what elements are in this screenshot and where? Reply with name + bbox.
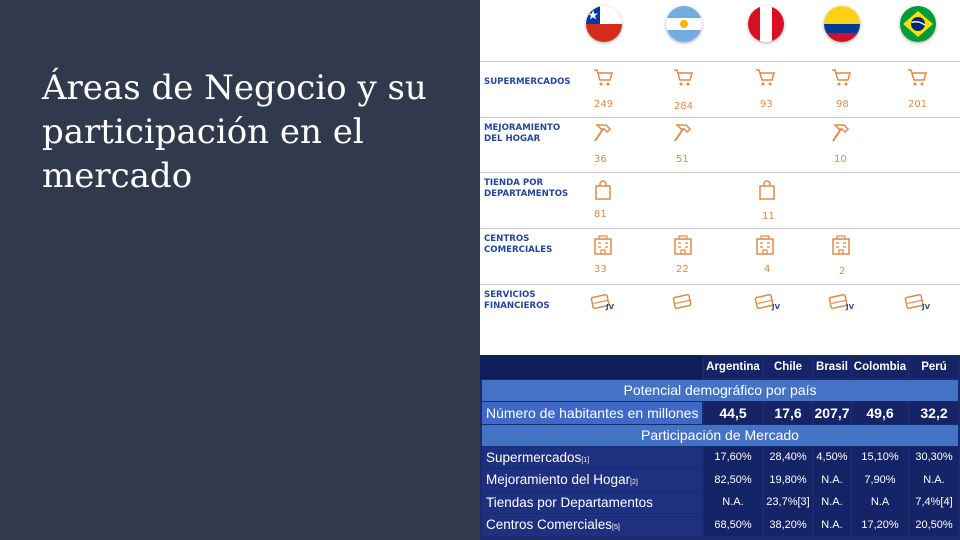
argentina-flag-icon (666, 6, 702, 42)
share-label-departamentos (482, 492, 702, 513)
header-chile: Chile (764, 356, 812, 378)
jv-peru: JV (772, 303, 781, 311)
supermercados-argentina-value: 284 (674, 101, 694, 112)
section-market-share: Participación de Mercado (482, 425, 958, 446)
population-chile: 17,6 (764, 402, 812, 424)
brazil-flag-icon (900, 6, 936, 42)
share-value: 30,30% (910, 447, 958, 468)
share-value: N.A. (814, 492, 850, 513)
building-icon (672, 234, 694, 256)
share-value: 28,40% (764, 447, 812, 468)
table-corner (480, 355, 702, 379)
centros-peru-value: 4 (764, 264, 771, 275)
row-label-centros-comerciales: CENTROS COMERCIALES (484, 234, 553, 255)
departamentos-chile-value: 81 (594, 209, 607, 220)
footnote-ref: [2] (630, 479, 638, 486)
footnote-ref: [1] (581, 457, 590, 464)
population-argentina: 44,5 (704, 402, 762, 424)
hammer-icon (830, 122, 852, 144)
building-icon (830, 234, 852, 256)
shopping-cart-icon (906, 66, 928, 88)
share-label-hogar (482, 469, 702, 491)
share-value: 19,80% (764, 469, 812, 491)
row-label-servicios-financieros: SERVICIOS FINANCIEROS (484, 290, 550, 311)
header-peru: Perú (910, 356, 958, 378)
centros-colombia-value: 2 (839, 266, 846, 277)
shopping-cart-icon (592, 66, 614, 88)
share-label-supermercados (482, 447, 702, 468)
row-label: Supermercados (486, 450, 582, 465)
row-label-supermercados: SUPERMERCADOS (484, 77, 571, 87)
share-value: 7,90% (852, 469, 908, 491)
jv-colombia: JV (846, 303, 855, 311)
share-value: 68,50% (704, 514, 762, 536)
share-value: 7,4%[4] (910, 492, 958, 513)
shopping-cart-icon (672, 66, 694, 88)
footnote-ref: [5] (612, 524, 620, 531)
shopping-cart-icon (830, 66, 852, 88)
row-label: Mejoramiento del Hogar (486, 472, 631, 487)
share-value: 17,60% (704, 447, 762, 468)
divider (480, 228, 960, 229)
supermercados-peru-value: 93 (760, 99, 773, 110)
population-label: Número de habitantes en millones (482, 402, 702, 424)
jv-brasil: JV (922, 303, 931, 311)
shopping-bag-icon (592, 179, 614, 201)
share-value: 82,50% (704, 469, 762, 491)
shopping-bag-icon (756, 179, 778, 201)
share-value: 38,20% (764, 514, 812, 536)
row-label: Centros Comerciales (486, 517, 613, 532)
slide-title: Áreas de Negocio y su participación en el mercado (42, 68, 427, 196)
share-value: N.A (852, 492, 908, 513)
population-brasil: 207,7 (814, 402, 850, 424)
share-value: N.A. (814, 469, 850, 491)
jv-chile: JV (606, 303, 615, 311)
building-icon (754, 234, 776, 256)
supermercados-colombia-value: 98 (836, 99, 849, 110)
hogar-chile-value: 36 (594, 154, 607, 165)
hogar-colombia-value: 10 (834, 154, 847, 165)
population-colombia: 49,6 (852, 402, 908, 424)
peru-flag-icon (748, 6, 784, 42)
shopping-cart-icon (754, 66, 776, 88)
header-brasil: Brasil (814, 356, 850, 378)
row-label: Tiendas por Departamentos (486, 495, 653, 510)
share-value: 17,20% (852, 514, 908, 536)
hammer-icon (592, 122, 614, 144)
divider (480, 284, 960, 285)
header-colombia: Colombia (852, 356, 908, 378)
share-value: 4,50% (814, 447, 850, 468)
credit-card-icon (672, 290, 694, 312)
hammer-icon (672, 122, 694, 144)
supermercados-chile-value: 249 (594, 99, 614, 110)
colombia-flag-icon (824, 6, 860, 42)
share-value: 15,10% (852, 447, 908, 468)
centros-chile-value: 33 (594, 264, 607, 275)
divider (480, 61, 960, 62)
share-value: N.A. (704, 492, 762, 513)
centros-argentina-value: 22 (676, 264, 689, 275)
building-icon (592, 234, 614, 256)
supermercados-brasil-value: 201 (908, 99, 928, 110)
row-label-mejoramiento-hogar: MEJORAMIENTO DEL HOGAR (484, 123, 561, 144)
share-label-centros (482, 514, 702, 536)
share-value: 23,7%[3] (764, 492, 812, 513)
row-label-tienda-departamentos: TIENDA POR DEPARTAMENTOS (484, 178, 569, 199)
market-share-table (480, 355, 960, 540)
population-peru: 32,2 (910, 402, 958, 424)
share-value: 20,50% (910, 514, 958, 536)
divider (480, 172, 960, 173)
share-value: N.A. (910, 469, 958, 491)
hogar-argentina-value: 51 (676, 154, 689, 165)
departamentos-peru-value: 11 (762, 211, 775, 222)
section-demographic: Potencial demográfico por país (482, 380, 958, 401)
share-value: N.A. (814, 514, 850, 536)
chile-flag-icon (586, 6, 622, 42)
divider (480, 117, 960, 118)
header-argentina: Argentina (704, 356, 762, 378)
